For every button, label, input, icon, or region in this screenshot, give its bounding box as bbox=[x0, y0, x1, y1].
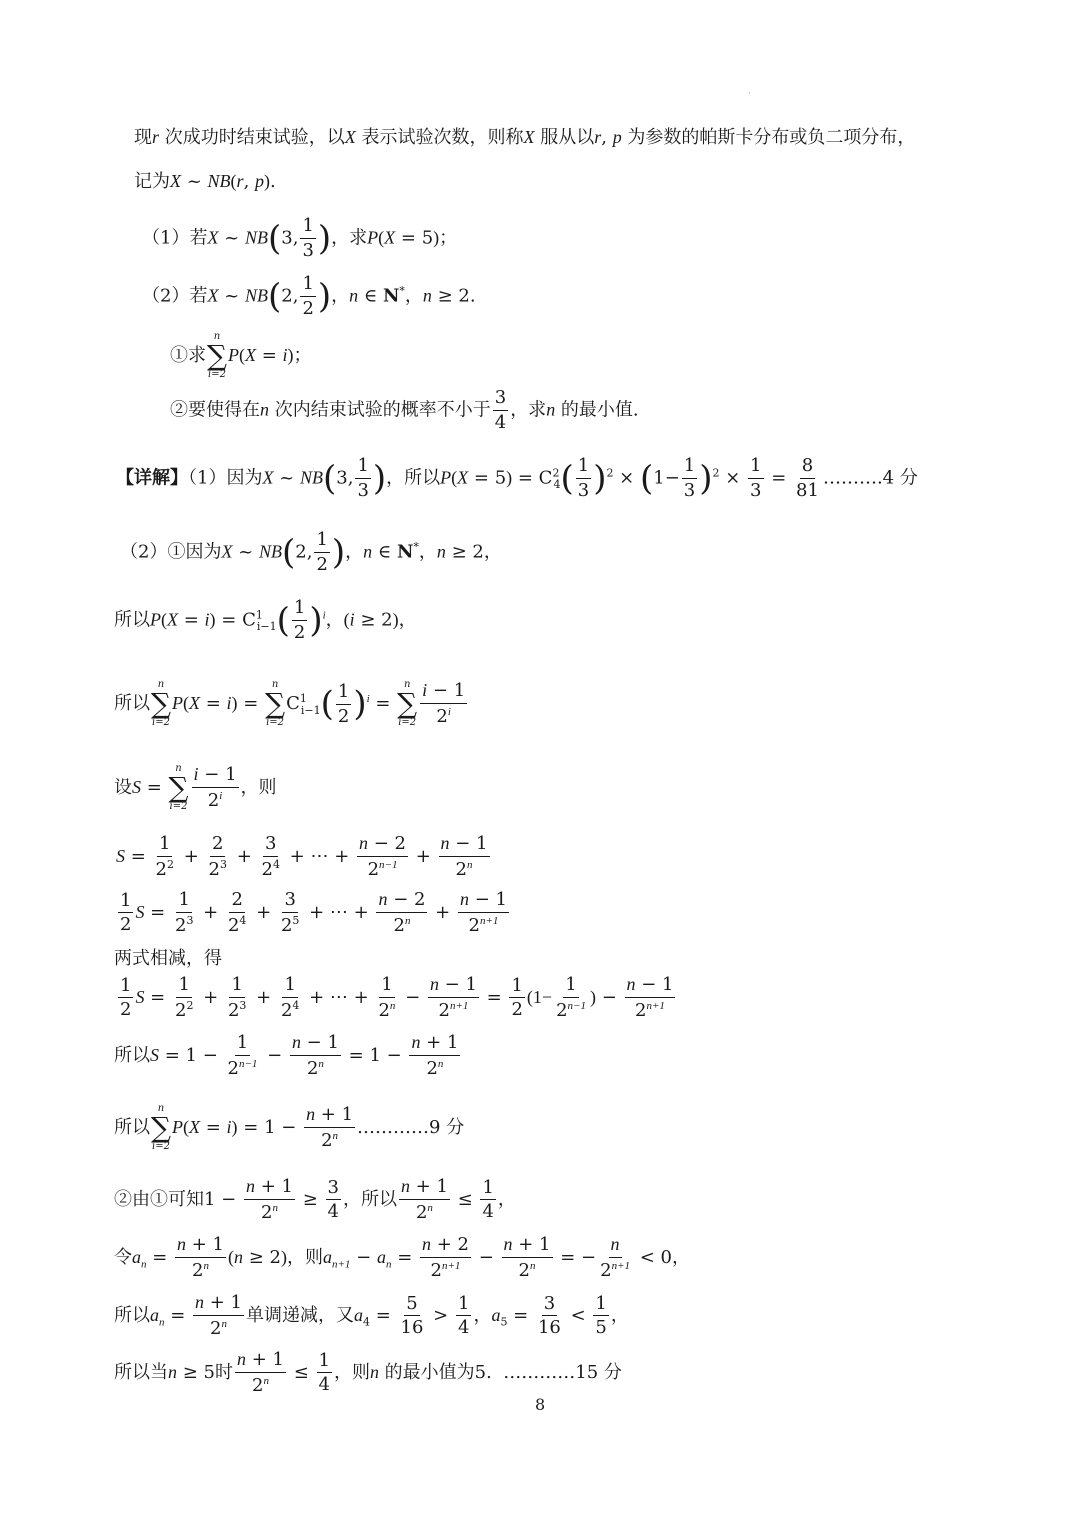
question-2: （2）若X ~ NB(2, $\frac{1}{2}$ )，n ∈ N*，n ≥ 2. bbox=[142, 273, 476, 319]
solution-s-series: S = $\frac{1}{2^2}$ + $\frac{2}{2^3}$ + $\frac{3}{2^4}$ + ⋯ + $\frac{n - 2}{2^{n-1}}$ + $\frac{n - 1}{2^n}$ bbox=[116, 833, 488, 880]
solution-part-1: 【详解】（1）因为X ~ NB(3, $\frac{1}{3}$ )，所以$P(X = 5) = C^2_4$( $\frac{1}{3}$ )$^2$ × (1− $\frac{1}{3}$ )$^2$ × $\frac{1}{3}$ = $\frac{8}{81}$ ……….4 分 bbox=[116, 455, 918, 501]
solution-define-s: 设S = n ∑ i=2 $\frac{i - 1}{2^i}$ ，则 bbox=[114, 763, 277, 812]
question-2-part-1: ①求 n ∑ i=2 P(X = i)； bbox=[170, 331, 312, 380]
solution-monotonic: 所以$a_n$ = $\frac{n + 1}{2^n}$ 单调递减，又$a_4$ = $\frac{5}{16}$ > $\frac{1}{4}$ ，$a_5$ = $\frac{3}{16}$ < $\frac{1}{5}$ ， bbox=[114, 1292, 629, 1339]
intro-line-2: 记为X ~ NB(r, p). bbox=[134, 171, 276, 192]
solution-conclusion: 所以当n ≥ 5时 $\frac{n + 1}{2^n}$ ≤ $\frac{1}{4}$ ，则n 的最小值为5. …………15 分 bbox=[114, 1349, 622, 1396]
scan-mark: ' bbox=[749, 92, 751, 99]
solution-inequality: ②由①可知1 − $\frac{n + 1}{2^n}$ ≥ $\frac{3}{4}$ ，所以 $\frac{n + 1}{2^n}$ ≤ $\frac{1}{4}$ ， bbox=[114, 1176, 516, 1223]
solution-half-s-series: $\frac{1}{2}$ S = $\frac{1}{2^3}$ + $\frac{2}{2^4}$ + $\frac{3}{2^5}$ + ⋯ + $\frac{n - 2}{2^n}$ + $\frac{n - 1}{2^{n+1}}$ bbox=[120, 889, 507, 936]
solution-sum-expression: 所以 n ∑ i=2 P(X = i) = n ∑ i=2 $C^1_{i-1}$( $\frac{1}{2}$ )$^i$ = n ∑ i=2 $\frac{i - 1}{2^i}$ bbox=[114, 679, 466, 728]
solution-sequence-difference: 令$a_n$ = $\frac{n + 1}{2^n}$ (n ≥ 2)，则$a_{n+1} - a_n$ = $\frac{n + 2}{2^{n+1}}$ − $\frac{n + 1}{2^n}$ = − $\frac{n}{2^{n+1}}$ < 0， bbox=[114, 1234, 690, 1281]
intro-line-1: 现r 次成功时结束试验，以X 表示试验次数，则称X 服从以r, p 为参数的帕斯卡分布或负二项分布， bbox=[134, 127, 916, 148]
solution-s-closed-form: 所以S = 1 − $\frac{1}{2^{n-1}}$ − $\frac{n - 1}{2^n}$ = 1 − $\frac{n + 1}{2^n}$ bbox=[114, 1032, 459, 1079]
solution-probability-formula: 所以$P(X = i) = C^1_{i-1}$( $\frac{1}{2}$ )$^i$，(i ≥ 2)， bbox=[114, 597, 417, 643]
solution-sum-result: 所以 n ∑ i=2 P(X = i) = 1 − $\frac{n + 1}{2^n}$ …………9 分 bbox=[114, 1103, 465, 1152]
solution-subtract-note: 两式相减，得 bbox=[114, 948, 222, 969]
solution-part-2-intro: （2）①因为X ~ NB(2, $\frac{1}{2}$ )，n ∈ N*，n ≥ 2， bbox=[120, 529, 502, 575]
question-1: （1）若X ~ NB(3, $\frac{1}{3}$ )，求P(X = 5)； bbox=[142, 215, 458, 261]
solution-difference: $\frac{1}{2}$ S = $\frac{1}{2^2}$ + $\frac{1}{2^3}$ + $\frac{1}{2^4}$ + ⋯ + $\frac{1}{2^n}$ − $\frac{n - 1}{2^{n+1}}$ = $\frac{1}{2}$ (1− $\frac{1}{2^{n-1}}$ ) − $\frac{n - 1}{2^{n+1}}$ bbox=[120, 974, 674, 1021]
question-2-part-2: ②要使得在n 次内结束试验的概率不小于 $\frac{3}{4}$ ，求n 的最小值. bbox=[170, 387, 639, 433]
page-number: 8 bbox=[535, 1395, 546, 1414]
